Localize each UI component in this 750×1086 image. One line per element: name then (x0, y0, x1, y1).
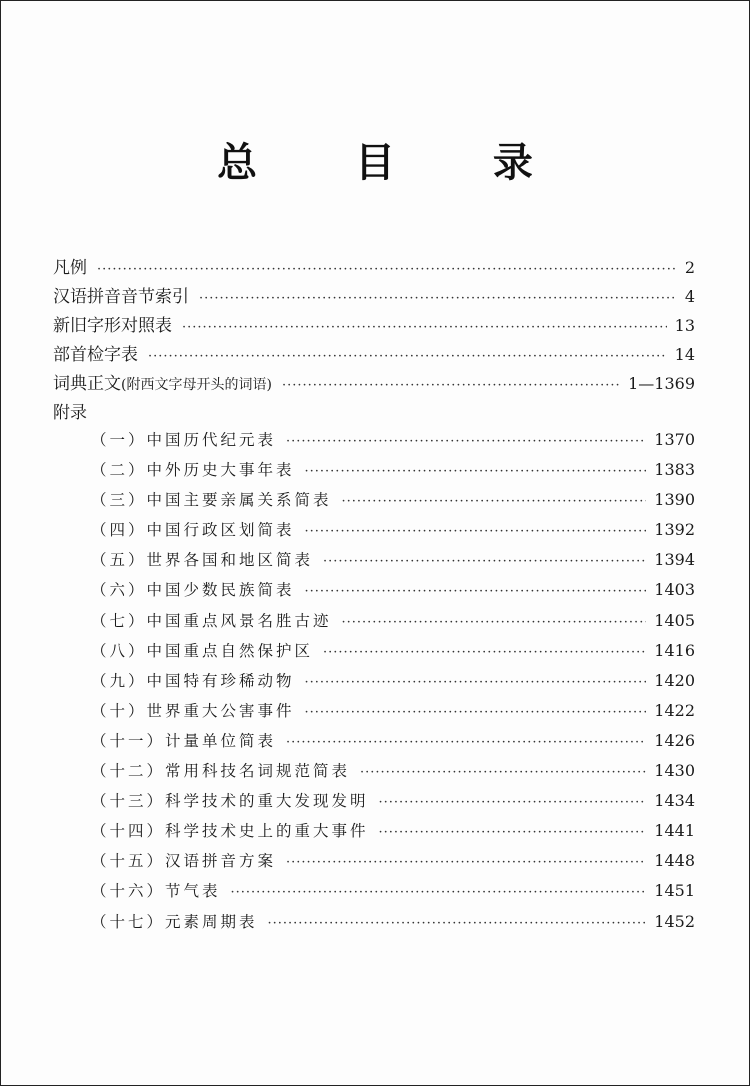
leader-dots (379, 795, 647, 810)
appendix-entry (91, 458, 695, 488)
leader-dots (286, 735, 646, 750)
appendix-entry (91, 578, 695, 608)
toc-entry-label: 部首检字表 (53, 345, 138, 365)
appendix-entry-label: （二）中外历史大事年表 (91, 461, 295, 480)
appendix-entry-label: （十一）计量单位简表 (91, 731, 277, 750)
leader-dots (268, 916, 647, 931)
appendix-entry (91, 910, 695, 940)
leader-dots (286, 855, 646, 870)
appendix-entry (91, 849, 695, 879)
appendix-entry-page: 1452 (654, 911, 695, 931)
toc-entry-label: 汉语拼音音节索引 (53, 287, 189, 307)
leader-dots (286, 434, 646, 449)
leader-dots (199, 291, 677, 306)
appendix-entry-label: （八）中国重点自然保护区 (91, 641, 314, 660)
appendix-entry-page: 1403 (654, 580, 695, 600)
toc-entry-main-text (53, 369, 695, 398)
leader-dots (305, 464, 647, 479)
appendix-entry (91, 518, 695, 548)
toc-entry-fanli (53, 253, 695, 282)
leader-dots (305, 584, 647, 599)
appendix-entry-label: （十三）科学技术的重大发现发明 (91, 792, 369, 811)
appendix-entry (91, 609, 695, 639)
appendix-entry (91, 879, 695, 909)
toc-entry-page: 14 (674, 345, 695, 364)
appendix-entry-label: （六）中国少数民族简表 (91, 581, 295, 600)
appendix-entry (91, 729, 695, 759)
toc-entry-page: 13 (674, 316, 695, 335)
leader-dots (342, 494, 647, 509)
appendix-entry-label: （十）世界重大公害事件 (91, 701, 295, 720)
page-title: 总 目 录 (217, 139, 575, 186)
leader-dots (305, 705, 647, 720)
appendix-entry-page: 1394 (654, 550, 695, 570)
appendix-entry (91, 669, 695, 699)
table-of-contents (53, 253, 695, 940)
appendix-entry-label: （五）世界各国和地区简表 (91, 551, 314, 570)
toc-entry-glyph-table (53, 311, 695, 340)
toc-entry-note: (附西文字母开头的词语) (121, 377, 272, 393)
toc-entry-page: 1—1369 (628, 374, 695, 393)
appendix-entry-page: 1451 (654, 881, 695, 901)
leader-dots (148, 349, 667, 364)
toc-entry-pinyin-index (53, 282, 695, 311)
appendix-entry (91, 699, 695, 729)
appendix-entry-page: 1422 (654, 700, 695, 720)
appendix-entry-page: 1430 (654, 761, 695, 781)
appendix-entry-label: （十五）汉语拼音方案 (91, 852, 277, 871)
appendix-entry (91, 548, 695, 578)
appendix-entry-label: （十四）科学技术史上的重大事件 (91, 822, 369, 841)
appendix-entry-page: 1420 (654, 670, 695, 690)
leader-dots (305, 675, 647, 690)
appendix-entry (91, 488, 695, 518)
appendix-entry-page: 1405 (654, 610, 695, 630)
appendix-entry-label: （四）中国行政区划简表 (91, 521, 295, 540)
appendix-entry-page: 1370 (654, 430, 695, 449)
appendix-entry-label: （七）中国重点风景名胜古迹 (91, 611, 332, 630)
leader-dots (97, 262, 677, 277)
appendix-entry-page: 1392 (654, 520, 695, 540)
leader-dots (360, 765, 646, 780)
leader-dots (282, 378, 620, 393)
appendix-entry-page: 1434 (654, 791, 695, 811)
toc-entry-label (53, 369, 272, 394)
toc-entry-label: 新旧字形对照表 (53, 316, 172, 336)
appendix-entry-page: 1448 (654, 851, 695, 871)
leader-dots (182, 320, 667, 335)
appendix-heading-row (53, 398, 695, 428)
appendix-entry (91, 789, 695, 819)
appendix-entry-label: （十七）元素周期表 (91, 912, 258, 931)
appendix-entry-page: 1426 (654, 730, 695, 750)
toc-entry-radical-index (53, 340, 695, 369)
appendix-entry (91, 428, 695, 458)
toc-entry-label-main: 词典正文 (53, 374, 121, 394)
toc-entry-page: 2 (684, 258, 695, 277)
appendix-entry-label: （十二）常用科技名词规范简表 (91, 762, 351, 781)
appendix-entry-label: （三）中国主要亲属关系简表 (91, 491, 332, 510)
leader-dots (231, 885, 647, 900)
appendix-entry (91, 819, 695, 849)
appendix-entry-page: 1390 (654, 490, 695, 510)
leader-dots (305, 524, 647, 539)
appendix-entry (91, 759, 695, 789)
leader-dots (379, 825, 647, 840)
toc-entry-label: 凡例 (53, 258, 87, 278)
appendix-heading: 附录 (53, 403, 87, 423)
appendix-entry-label: （一）中国历代纪元表 (91, 431, 277, 449)
appendix-entry-label: （九）中国特有珍稀动物 (91, 671, 295, 690)
leader-dots (323, 645, 646, 660)
leader-dots (323, 554, 646, 569)
appendix-entry-page: 1416 (654, 640, 695, 660)
toc-entry-page: 4 (684, 287, 695, 306)
appendix-entry (91, 639, 695, 669)
appendix-entry-label: （十六）节气表 (91, 882, 221, 901)
appendix-entry-page: 1441 (654, 821, 695, 841)
appendix-entry-page: 1383 (654, 460, 695, 480)
leader-dots (342, 615, 647, 630)
